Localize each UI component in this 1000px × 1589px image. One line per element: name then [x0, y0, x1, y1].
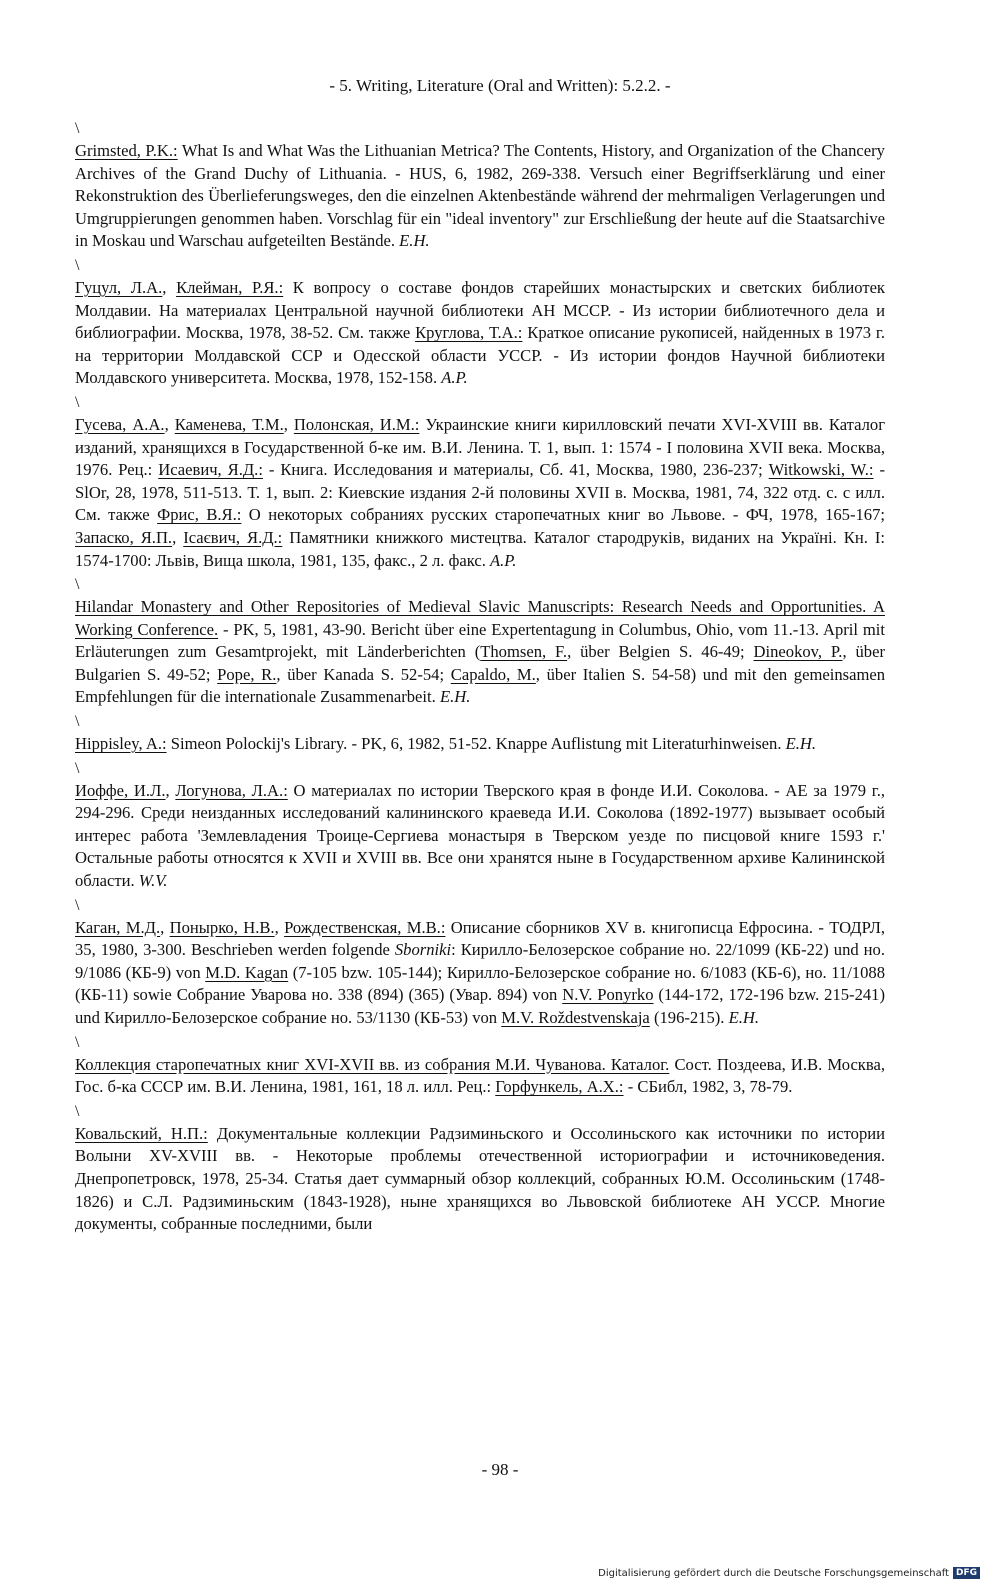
- entry-body-text: , über Italien S. 54-58) und mit den gemeinsamen Empfehlungen für die internationale Zusammenarbeit.: [75, 664, 886, 707]
- reviewer-initials: E.H.: [399, 231, 430, 251]
- entry-body-text: (7-105 bzw. 105-144); Кирилло-Белозерское собрание но. 6/1083 (КБ-6), но. 11/1088 (КБ-11) sowie Собрание Уварова но. 338 (894) (365) (Увар. 894) von: [75, 962, 885, 1005]
- entry-text: [75, 917, 885, 1030]
- bibliography-entry: [75, 895, 885, 1030]
- bibliography-list: [75, 118, 885, 1238]
- entry-author-or-title: N.V. Ponyrko: [562, 985, 654, 1005]
- entry-author-or-title: Гуцул, Л.А.: [75, 277, 163, 297]
- entry-author-or-title: Witkowski, W.:: [768, 460, 874, 480]
- entry-body-text: ,: [162, 277, 177, 297]
- reviewer-initials: W.V.: [138, 871, 168, 891]
- entry-text: [75, 780, 885, 893]
- entry-body-text: Украинские книги кирилловский печати XVI-XVIII вв. Каталог изданий, хранящихся в Государственной б-ке им. В.И. Ленина. Т. 1, вып. 1: 1574 - I половина XVII века. Москва, 1976. Рец.:: [75, 414, 886, 480]
- dfg-logo: DFG: [953, 1567, 980, 1579]
- entry-separator: \: [75, 1033, 80, 1051]
- entry-body-text: , über Kanada S. 52-54;: [276, 664, 451, 684]
- entry-separator: \: [75, 120, 80, 137]
- entry-separator: \: [75, 576, 80, 594]
- reviewer-initials: A.P.: [490, 550, 517, 570]
- entry-author-or-title: Каменева, Т.М.: [174, 414, 284, 434]
- entry-body-text: ,: [283, 414, 294, 434]
- bibliography-entry: [75, 758, 885, 893]
- entry-author-or-title: Логунова, Л.А.:: [175, 780, 288, 800]
- bibliography-entry: [75, 1101, 885, 1236]
- digitization-credit-text: Digitalisierung gefördert durch die Deutsche Forschungsgemeinschaft: [598, 1567, 949, 1579]
- entry-body-text: О некоторых собраниях русских старопечатных книг во Львове. - ФЧ, 1978, 165-167;: [241, 505, 885, 525]
- entry-body-text: Памятники книжкого мистецтва. Каталог стародруків, виданих на Україні. Кн. I: 1574-1700: Львів, Вища школа, 1981, 135, факс., 2 л. факс.: [75, 527, 885, 570]
- entry-author-or-title: Рождественская, М.В.:: [284, 917, 446, 937]
- reviewer-initials: A.P.: [441, 368, 468, 388]
- entry-author-or-title: Hilandar Monastery and Other Repositories of Medieval Slavic Manuscripts: Research Needs and Opportunities. A Working Conference.: [75, 597, 885, 639]
- bibliography-entry: [75, 1032, 885, 1099]
- entry-body-text: : Кирилло-Белозерское собрание но. 22/1099 (КБ-22) und но. 9/1086 (КБ-9) von: [75, 940, 885, 982]
- entry-author-or-title: Клейман, Р.Я.:: [176, 277, 284, 297]
- entry-author-or-title: Ісаєвич, Я.Д.:: [183, 527, 283, 547]
- entry-body-text: - Книга. Исследования и материалы, Сб. 41, Москва, 1980, 236-237;: [262, 460, 769, 480]
- reviewer-initials: E.H.: [728, 1008, 760, 1027]
- reviewer-initials: Sborniki: [394, 940, 452, 960]
- entry-body-text: Документальные коллекции Радзиминьского и Оссолиньского как источники по истории Волыни XV-XVIII вв. - Некоторые проблемы отечественной историографии и источниковедения. Днепропетровск, 1978, 25-34. Статья дает суммарный обзор коллекций, собранных Ю.М. Оссолиньским (1748-1826) и С.Л. Радзиминьским (1843-1928), ныне хранящихся во Львовской библиотеке АН УССР. Многие документы, собранные последними, были: [75, 1123, 885, 1234]
- entry-text: [75, 1054, 885, 1099]
- entry-author-or-title: Dineokov, P.: [753, 642, 843, 662]
- entry-body-text: Описание сборников XV в. книгописца Ефросина. - ТОДРЛ, 35, 1980, 3-300. Beschrieben werden folgende: [75, 917, 886, 960]
- entry-author-or-title: Иоффе, И.Л.: [75, 780, 166, 800]
- entry-author-or-title: Исаевич, Я.Д.:: [158, 460, 263, 480]
- entry-author-or-title: Hippisley, A.:: [75, 734, 167, 754]
- bibliography-entry: [75, 118, 885, 253]
- reviewer-initials: E.H.: [785, 734, 817, 754]
- page-number: - 98 -: [481, 1460, 519, 1479]
- entry-author-or-title: Круглова, Т.А.:: [415, 323, 523, 343]
- entry-body-text: , über Bulgarien S. 49-52;: [75, 642, 885, 684]
- entry-author-or-title: Понырко, Н.В.: [169, 917, 275, 937]
- entry-text: [75, 596, 885, 709]
- entry-author-or-title: M.V. Roždestvenskaja: [501, 1008, 650, 1027]
- entry-body-text: What Is and What Was the Lithuanian Metrica? The Contents, History, and Organization of the Chancery Archives of the Grand Duchy of Lithuania. - HUS, 6, 1982, 269-338. Versuch einer Begriffserklärung und einer Rekonstruktion des Überlieferungsweges, den die einzelnen Aktenbestände während der mehrmaligen Verlagerungen und Umgruppierungen genommen haben. Vorschlag für ein "ideal inventory" zur Erschließung der heute auf die Staatsarchive in Moskau und Warschau aufgeteilten Bestände.: [75, 141, 885, 251]
- entry-text: [75, 277, 885, 390]
- entry-author-or-title: Гусева, А.А.: [75, 414, 165, 434]
- entry-body-text: Сост. Поздеева, И.В. Москва, Гос. б-ка СССР им. В.И. Ленина, 1981, 161, 18 л. илл. Рец.:: [75, 1054, 885, 1097]
- entry-body-text: ,: [160, 917, 170, 937]
- entry-body-text: (196-215).: [649, 1008, 729, 1027]
- entry-author-or-title: M.D. Kagan: [205, 962, 289, 982]
- entry-separator: \: [75, 759, 80, 777]
- entry-body-text: (144-172, 172-196 bzw. 215-241) und Кирилло-Белозерское собрание но. 53/1130 (КБ-53) von: [75, 985, 886, 1027]
- entry-separator: \: [75, 896, 80, 914]
- entry-body-text: К вопросу о составе фондов старейших монастырских и светских библиотек Молдавии. На материалах Центральной научной библиотеки АН МССР. - Из истории библиотечного дела и библиографии. Москва, 1978, 38-52. См. также: [75, 277, 885, 343]
- entry-author-or-title: Коллекция старопечатных книг XVI-XVII вв. из собрания М.И. Чуванова. Каталог.: [75, 1054, 670, 1074]
- entry-body-text: - СБибл, 1982, 3, 78-79.: [623, 1077, 793, 1097]
- entry-author-or-title: Grimsted, P.K.:: [75, 141, 178, 160]
- entry-author-or-title: Pope, R.: [217, 664, 277, 684]
- bibliography-entry: [75, 711, 885, 756]
- entry-text: [75, 140, 885, 253]
- entry-body-text: - PK, 5, 1981, 43-90. Bericht über eine Expertentagung in Columbus, Ohio, vom 11.-13. April mit Erläuterungen zum Gesamtprojekt, mit Länderberichten (: [75, 619, 885, 662]
- entry-body-text: ,: [164, 414, 175, 434]
- entry-separator: \: [75, 713, 80, 731]
- entry-body-text: Simeon Polockij's Library. - PK, 6, 1982, 51-52. Knappe Auflistung mit Literaturhinweisen.: [166, 734, 786, 754]
- entry-author-or-title: Capaldo, M.: [450, 664, 536, 684]
- digitization-credit: [598, 1567, 980, 1579]
- entry-separator: \: [75, 393, 80, 411]
- entry-body-text: , über Belgien S. 46-49;: [567, 642, 754, 662]
- entry-separator: \: [75, 1102, 80, 1120]
- entry-text: [75, 414, 885, 572]
- entry-text: [75, 733, 885, 756]
- entry-separator: \: [75, 256, 80, 274]
- entry-body-text: ,: [274, 917, 285, 937]
- running-header: - 5. Writing, Literature (Oral and Written): 5.2.2. -: [329, 76, 671, 95]
- entry-author-or-title: Фрис, В.Я.:: [157, 505, 242, 525]
- reviewer-initials: E.H.: [439, 687, 471, 707]
- bibliography-entry: [75, 255, 885, 390]
- entry-author-or-title: Полонская, И.М.:: [293, 414, 420, 434]
- entry-author-or-title: Thomsen, F.: [480, 642, 568, 662]
- entry-author-or-title: Каган, М.Д.: [75, 917, 161, 937]
- bibliography-entry: [75, 392, 885, 572]
- bibliography-entry: [75, 574, 885, 709]
- entry-body-text: ,: [165, 780, 176, 800]
- entry-author-or-title: Запаско, Я.П.: [75, 527, 173, 547]
- entry-author-or-title: Ковальский, Н.П.:: [75, 1123, 208, 1143]
- entry-body-text: - SlOr, 28, 1978, 511-513. Т. 1, вып. 2: Киевские издания 2-й половины XVII в. Москва, 1981, 74, 322 отд. с. с илл. См. также: [75, 460, 885, 525]
- entry-body-text: О материалах по истории Тверского края в фонде И.И. Соколова. - АЕ за 1979 г., 294-296. Среди неизданных исследований калининского краеведа И.И. Соколова (1892-1977) вызывает особый интерес работа 'Землевладения Троице-Сергиева монастыря в Тверском уезде по писцовой книге 1593 г.' Остальные работы относятся к XVII и XVIII вв. Все они хранятся ныне в Государственном архиве Калининской области.: [75, 780, 886, 891]
- entry-text: [75, 1123, 885, 1236]
- entry-author-or-title: Горфункель, А.Х.:: [495, 1077, 624, 1097]
- entry-body-text: ,: [172, 527, 184, 547]
- entry-body-text: Краткое описание рукописей, найденных в 1973 г. на территории Молдавской ССР и Одесской области УССР. - Из истории фондов Научной библиотеки Молдавского университета. Москва, 1978, 152-158.: [75, 323, 885, 388]
